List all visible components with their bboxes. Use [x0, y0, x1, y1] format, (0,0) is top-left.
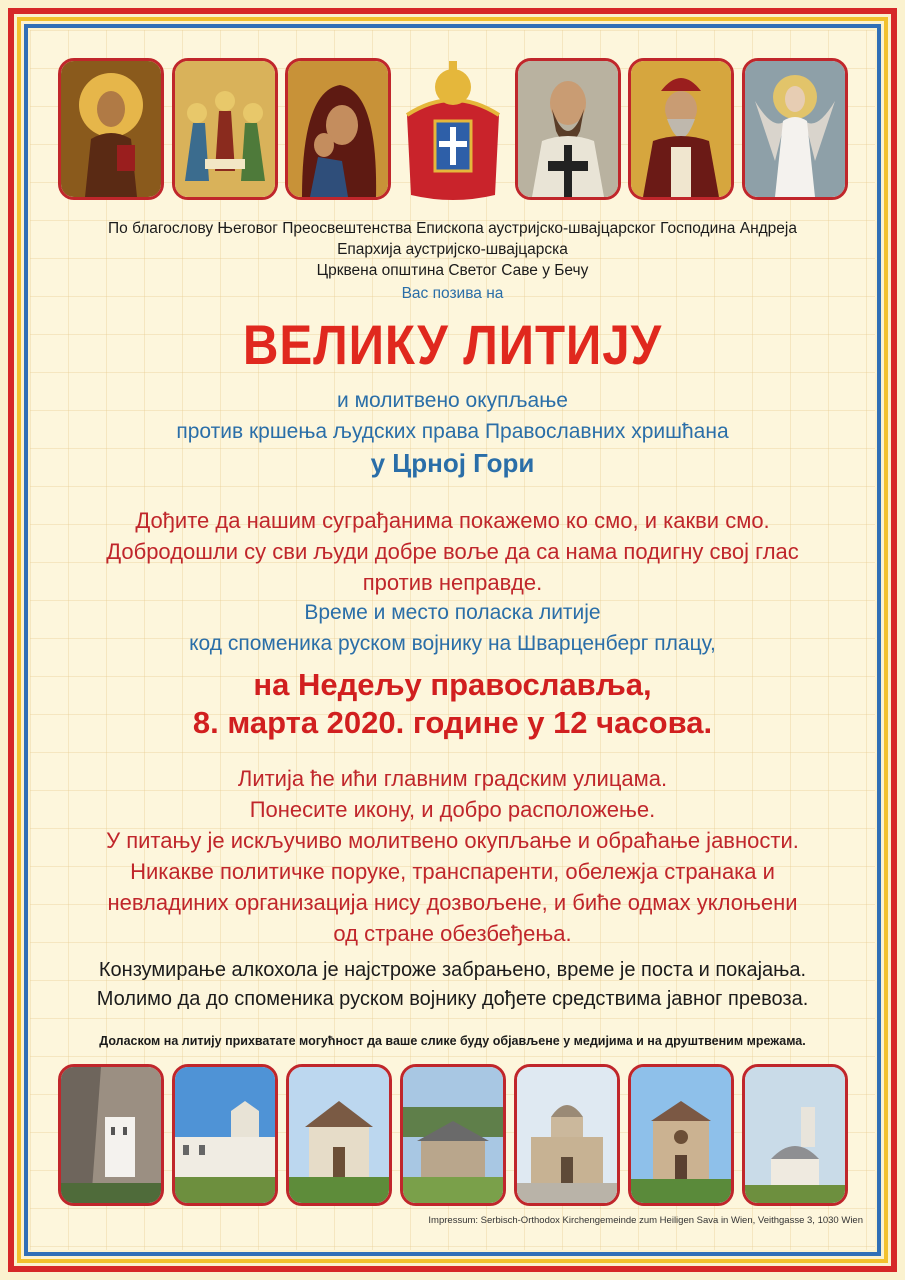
christ-icon — [58, 58, 164, 200]
appeal-line-3: против неправде. — [362, 570, 543, 595]
page-title: ВЕЛИКУ ЛИТИЈУ — [242, 313, 663, 376]
church-photo-6 — [628, 1064, 734, 1206]
departure-paragraph — [0, 597, 905, 659]
invite-text: Вас позива на — [401, 285, 504, 302]
media-consent-note: Доласком на литију прихватате могућност да ваше слике буду објављене у медијима и на друштвеним мрежама. — [99, 1034, 806, 1048]
church-photo-5 — [514, 1064, 620, 1206]
date-line-1: на Недељу православља, — [253, 667, 652, 702]
saint-basil-icon — [628, 58, 734, 200]
rules-line-5: невладиних организација нису дозвољене, и биће одмах уклоњени — [107, 890, 798, 915]
rules-line-4: Никакве политичке поруке, транспаренти, обележја странака и — [130, 859, 775, 884]
blessing-text — [0, 218, 905, 281]
notice-paragraph — [0, 956, 905, 1014]
eparchy-line: Епархија аустријско-швајцарска — [337, 241, 568, 258]
church-photo-4 — [400, 1064, 506, 1206]
top-icons-row — [58, 55, 848, 203]
appeal-line-1: Дођите да нашим суграђанима покажемо ко смо, и какви смо. — [135, 508, 770, 533]
ostrog-monastery-photo — [58, 1064, 164, 1206]
coat-of-arms — [399, 55, 507, 203]
white-angel-icon — [742, 58, 848, 200]
subtitle-line-1: и молитвено окупљање — [337, 389, 568, 412]
parish-line: Црквена општина Светог Саве у Бечу — [316, 262, 589, 279]
rules-line-6: од стране обезбеђења. — [333, 921, 572, 946]
impressum: Impressum: Serbisch-Orthodox Kirchengemeinde zum Heiligen Sava in Wien, Veithgasse 3, 1030 Wien — [428, 1215, 863, 1226]
rules-paragraph — [0, 763, 905, 949]
notice-line-1: Конзумирање алкохола је најстроже забрањено, време је поста и покајања. — [98, 959, 807, 981]
departure-line-1: Време и место поласка литије — [304, 601, 601, 624]
place-heading: у Црној Гори — [370, 448, 535, 478]
date-time — [0, 666, 905, 742]
bottom-photos-row — [58, 1060, 848, 1210]
rules-line-2: Понесите икону, и добро расположење. — [249, 797, 656, 822]
notice-line-2: Молимо да до споменика руском војнику дођете средствима јавног превоза. — [96, 988, 809, 1010]
trinity-icon — [172, 58, 278, 200]
subtitle — [0, 385, 905, 447]
rules-line-1: Литија ће ићи главним градским улицама. — [237, 766, 668, 791]
saint-sava-icon — [515, 58, 621, 200]
subtitle-line-2: против кршења људских права Православних хришћана — [176, 420, 729, 443]
date-line-2: 8. марта 2020. године у 12 часова. — [192, 705, 713, 740]
church-photo-7 — [742, 1064, 848, 1206]
blessing-line: По благослову Његовог Преосвештенства Епископа аустријско-швајцарског Господина Андреја — [108, 220, 797, 237]
church-photo-3 — [286, 1064, 392, 1206]
theotokos-icon — [285, 58, 391, 200]
cetinje-monastery-photo — [172, 1064, 278, 1206]
appeal-paragraph — [0, 505, 905, 598]
departure-line-2: код споменика руском војнику на Шварценберг плацу, — [189, 632, 716, 655]
appeal-line-2: Добродошли су сви људи добре воље да са нама подигну свој глас — [106, 539, 799, 564]
rules-line-3: У питању је искључиво молитвено окупљање и обраћање јавности. — [106, 828, 799, 853]
